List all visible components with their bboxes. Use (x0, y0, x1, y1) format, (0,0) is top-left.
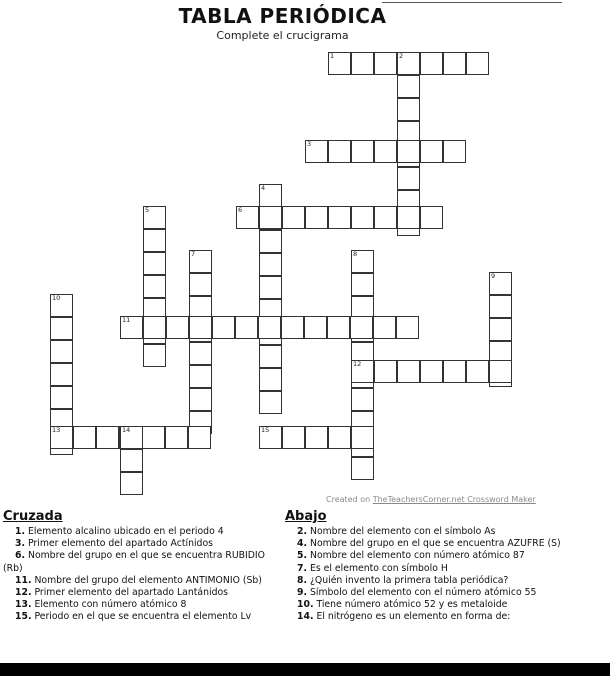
crossword-cell[interactable] (351, 388, 374, 411)
crossword-cell[interactable] (420, 140, 443, 163)
crossword-cell[interactable] (397, 140, 420, 163)
clue-text: Símbolo del elemento con el número atómico 55 (309, 587, 537, 599)
cell-clue-number: 9 (491, 272, 496, 280)
bottom-bar (0, 663, 610, 676)
crossword-cell[interactable] (466, 360, 489, 383)
credit-line (326, 495, 536, 504)
down-heading: Abajo (285, 509, 327, 524)
clue-text: Elemento con número atómico 8 (34, 599, 187, 611)
crossword-cell[interactable] (258, 316, 281, 339)
crossword-cell[interactable] (350, 316, 373, 339)
clue-item (3, 550, 278, 574)
crossword-cell[interactable] (259, 345, 282, 368)
crossword-cell[interactable] (96, 426, 119, 449)
cell-clue-number: 1 (330, 52, 335, 60)
cell-clue-number: 2 (399, 52, 404, 60)
clue-number: 1. (15, 526, 26, 537)
clue-number: 10. (297, 599, 314, 611)
crossword-cell[interactable] (374, 206, 397, 229)
clue-item (285, 575, 575, 587)
clue-number: 4. (297, 538, 308, 550)
crossword-cell[interactable] (259, 368, 282, 391)
crossword-cell[interactable] (351, 140, 374, 163)
crossword-cell[interactable] (397, 360, 420, 383)
clue-number: 15. (15, 611, 32, 623)
crossword-cell[interactable] (443, 52, 466, 75)
crossword-cell[interactable] (50, 363, 73, 386)
crossword-cell[interactable] (143, 316, 166, 339)
clue-text: Nombre del grupo en el que se encuentra RUBIDIO (Rb) (3, 550, 265, 574)
crossword-cell[interactable] (50, 340, 73, 363)
crossword-cell[interactable] (259, 206, 282, 229)
crossword-cell[interactable] (374, 360, 397, 383)
crossword-cell[interactable] (188, 426, 211, 449)
crossword-cell[interactable] (305, 206, 328, 229)
crossword-cell[interactable] (489, 295, 512, 318)
crossword-cell[interactable] (489, 318, 512, 341)
crossword-cell[interactable] (282, 426, 305, 449)
cell-clue-number: 14 (122, 426, 131, 434)
clue-item (3, 611, 278, 623)
crossword-cell[interactable] (143, 229, 166, 252)
crossword-cell[interactable] (259, 253, 282, 276)
clue-item (285, 538, 575, 550)
clue-text: Nombre del grupo del elemento ANTIMONIO (Sb) (34, 574, 262, 586)
crossword-cell[interactable] (189, 273, 212, 296)
clue-item (3, 575, 278, 587)
cell-clue-number: 7 (191, 250, 196, 258)
crossword-cell[interactable] (50, 386, 73, 409)
page-subtitle: Complete el crucigrama (216, 29, 349, 42)
crossword-cell[interactable] (489, 360, 512, 383)
clue-item (3, 599, 278, 611)
clue-number: 2. (297, 526, 308, 537)
crossword-cell[interactable] (373, 316, 396, 339)
crossword-cell[interactable] (397, 75, 420, 98)
across-heading: Cruzada (3, 509, 63, 524)
clue-text: Primer elemento del apartado Lantánidos (34, 587, 229, 599)
crossword-cell[interactable] (189, 388, 212, 411)
clue-item (285, 599, 575, 611)
crossword-cell[interactable] (443, 140, 466, 163)
clue-text: Nombre del grupo en el que se encuentra AZUFRE (S) (309, 538, 561, 550)
clue-text: Nombre del elemento con el símbolo As (309, 526, 496, 537)
clue-number: 6. (15, 550, 26, 562)
clue-number: 9. (297, 587, 308, 599)
clue-item (285, 563, 575, 575)
clue-item (3, 538, 278, 550)
clue-text: Tiene número atómico 52 y es metaloide (316, 599, 508, 611)
clue-text: Nombre del elemento con número atómico 87 (309, 550, 525, 562)
crossword-cell[interactable] (351, 206, 374, 229)
clue-text: Primer elemento del apartado Actínidos (27, 538, 213, 550)
crossword-cell[interactable] (396, 316, 419, 339)
crossword-cell[interactable] (165, 426, 188, 449)
clue-item (285, 526, 575, 538)
cell-clue-number: 15 (261, 426, 270, 434)
across-list (3, 526, 278, 624)
crossword-cell[interactable] (189, 316, 212, 339)
crossword-cell[interactable] (166, 316, 189, 339)
crossword-cell[interactable] (235, 316, 258, 339)
crossword-cell[interactable] (305, 426, 328, 449)
down-clues (285, 509, 575, 624)
clue-item (3, 587, 278, 599)
crossword-cell[interactable] (73, 426, 96, 449)
crossword-cell[interactable] (281, 316, 304, 339)
crossword-cell[interactable] (212, 316, 235, 339)
clue-item (285, 550, 575, 562)
crossword-cell[interactable] (351, 457, 374, 480)
clue-item (3, 526, 278, 538)
crossword-cell[interactable] (120, 449, 143, 472)
crossword-cell[interactable] (282, 206, 305, 229)
clue-number: 13. (15, 599, 32, 611)
crossword-cell[interactable] (351, 426, 374, 449)
crossword-cell[interactable] (259, 230, 282, 253)
crossword-cell[interactable] (443, 360, 466, 383)
crossword-cell[interactable] (143, 344, 166, 367)
crossword-cell[interactable] (397, 167, 420, 190)
credit-link[interactable]: TheTeachersCorner.net Crossword Maker (372, 495, 536, 504)
crossword-cell[interactable] (420, 360, 443, 383)
cell-clue-number: 11 (122, 316, 131, 324)
crossword-cell[interactable] (466, 52, 489, 75)
cell-clue-number: 13 (52, 426, 61, 434)
crossword-cell[interactable] (189, 342, 212, 365)
clue-number: 11. (15, 574, 32, 586)
clue-text: Elemento alcalino ubicado en el periodo 4 (27, 526, 224, 537)
crossword-cell[interactable] (420, 52, 443, 75)
clue-text: Es el elemento con símbolo H (309, 562, 448, 574)
cell-clue-number: 10 (52, 294, 61, 302)
crossword-cell[interactable] (374, 52, 397, 75)
clue-number: 8. (297, 574, 308, 586)
cell-clue-number: 3 (307, 140, 312, 148)
cell-clue-number: 12 (353, 360, 362, 368)
cell-clue-number: 4 (261, 184, 266, 192)
crossword-cell[interactable] (259, 391, 282, 414)
crossword-cell[interactable] (189, 365, 212, 388)
clue-text: ¿Quién invento la primera tabla periódica? (309, 574, 509, 586)
crossword-cell[interactable] (143, 275, 166, 298)
clue-number: 12. (15, 587, 32, 599)
crossword-cell[interactable] (420, 206, 443, 229)
cell-clue-number: 5 (145, 206, 150, 214)
crossword-cell[interactable] (397, 206, 420, 229)
crossword-cell[interactable] (120, 472, 143, 495)
clue-text: Periodo en el que se encuentra el elemento Lv (34, 611, 252, 623)
clue-number: 14. (297, 611, 314, 623)
across-clues (3, 509, 278, 624)
crossword-cell[interactable] (259, 276, 282, 299)
clue-text: El nitrógeno es un elemento en forma de: (316, 611, 511, 623)
crossword-cell[interactable] (304, 316, 327, 339)
down-list (285, 526, 575, 624)
crossword-cell[interactable] (328, 426, 351, 449)
crossword-cell[interactable] (351, 52, 374, 75)
credit-prefix: Created on (326, 495, 371, 504)
clue-item (285, 587, 575, 599)
crossword-cell[interactable] (328, 206, 351, 229)
crossword-cell[interactable] (327, 316, 350, 339)
crossword-cell[interactable] (397, 98, 420, 121)
crossword-cell[interactable] (374, 140, 397, 163)
clue-item (285, 611, 575, 623)
clue-number: 7. (297, 562, 308, 574)
crossword-cell[interactable] (143, 252, 166, 275)
clue-number: 3. (15, 538, 26, 550)
crossword-cell[interactable] (142, 426, 165, 449)
cell-clue-number: 6 (238, 206, 243, 214)
clue-number: 5. (297, 550, 308, 562)
crossword-cell[interactable] (50, 317, 73, 340)
crossword-cell[interactable] (328, 140, 351, 163)
page-title: TABLA PERIÓDICA (178, 4, 387, 28)
cell-clue-number: 8 (353, 250, 358, 258)
crossword-cell[interactable] (351, 273, 374, 296)
